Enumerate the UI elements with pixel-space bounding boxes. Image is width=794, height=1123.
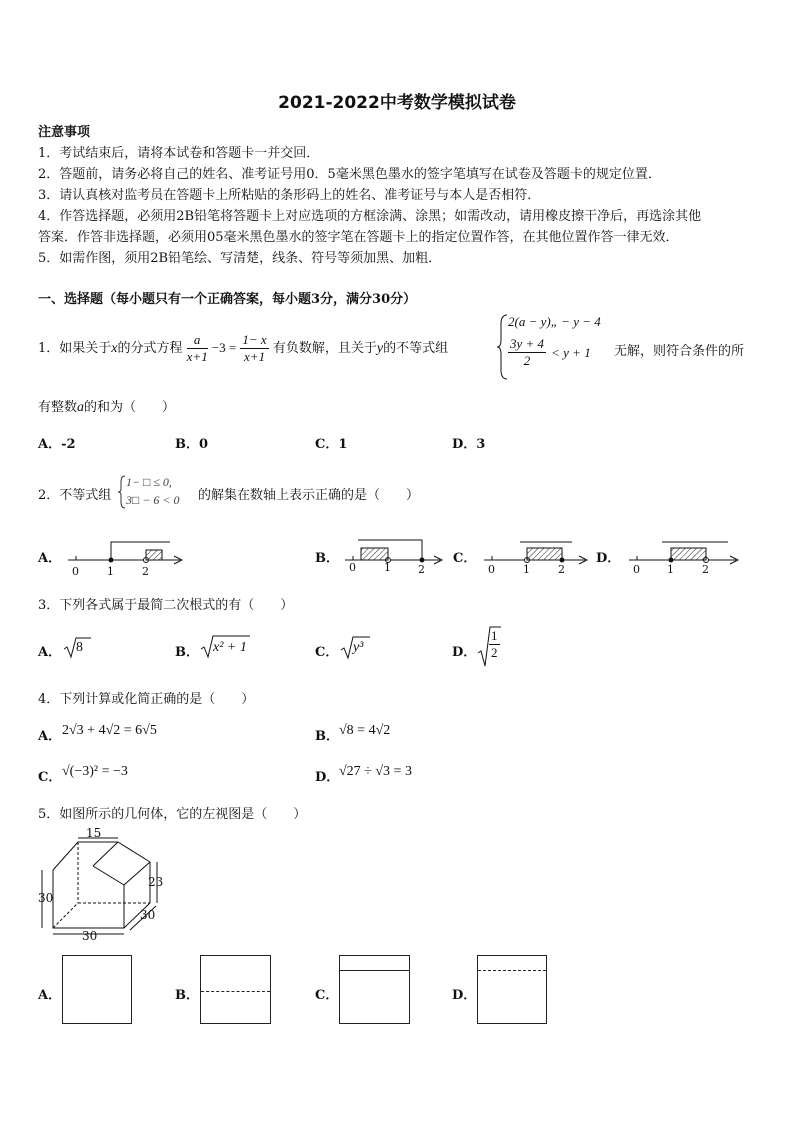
notice-heading: 注意事项 xyxy=(38,125,91,140)
question-2-prefix: 2．不等式组 xyxy=(38,488,112,503)
dimension-label: 15 xyxy=(86,826,102,840)
dimension-label: 30 xyxy=(140,908,156,922)
question-3-stem: 3．下列各式属于最简二次根式的有（ ） xyxy=(38,598,294,613)
system-line-2: 3□ − 6 < 0 xyxy=(126,493,180,507)
tick-label: 0 xyxy=(72,565,79,578)
option-a: A． xyxy=(38,551,62,566)
tick-label: 1 xyxy=(667,563,674,576)
dimension-label: 30 xyxy=(38,891,54,905)
question-2-stem: 的解集在数轴上表示正确的是（ ） xyxy=(198,488,420,503)
visible-line xyxy=(340,970,409,971)
notice-item: 答案．作答非选择题，必须用05毫米黑色墨水的签字笔在答题卡上的指定位置作答，在其他位置作答一律无效． xyxy=(38,230,679,245)
tick-label: 0 xyxy=(349,561,356,574)
tick-label: 2 xyxy=(418,563,425,576)
system-line-1: 2(a − y)„ − y − 4 xyxy=(508,314,601,329)
dimension-label: 23 xyxy=(148,875,164,889)
fraction: $\frac{a}{x+1}$ xyxy=(186,332,208,364)
radicand: x² + 1 xyxy=(213,640,247,655)
question-5-stem: 5．如图所示的几何体，它的左视图是（ ） xyxy=(38,807,307,822)
option-a: A． xyxy=(38,729,62,744)
notice-item: 4．作答选择题，必须用2B铅笔将答题卡上对应选项的方框涂满、涂黑；如需改动，请用橡皮擦干净后，再选涂其他 xyxy=(38,209,702,224)
option-d: D． xyxy=(315,770,340,785)
option-b: B． xyxy=(315,551,339,566)
notice-item: 1．考试结束后，请将本试卷和答题卡一并交回． xyxy=(38,146,320,161)
option-a: A． xyxy=(38,988,62,1003)
tick-label: 1 xyxy=(384,561,391,574)
question-1-tail: 无解，则符合条件的所 xyxy=(614,344,745,359)
option-d: D．3 xyxy=(452,437,486,452)
tick-label: 2 xyxy=(142,565,149,578)
page-title: 2021-2022中考数学模拟试卷 xyxy=(278,93,516,113)
radicand-fraction: $\frac{1}{2}$ xyxy=(491,628,498,660)
notice-item: 3．请认真核对监考员在答题卡上所粘贴的条形码上的姓名、准考证号与本人是否相符． xyxy=(38,188,541,203)
option-b: B．0 xyxy=(175,437,209,452)
tick-label: 1 xyxy=(107,565,114,578)
system-line-1: 1− □ ≤ 0, xyxy=(126,475,172,489)
question-1-stem: 1．如果关于x的分式方程 $\frac{a}{x+1}$ −3 = $\frac{1- x}{x+1}$ 有负数解，且关于y的不等式组 xyxy=(38,332,449,364)
hidden-line xyxy=(478,970,546,971)
option-b: B． xyxy=(315,729,339,744)
hidden-line xyxy=(201,991,270,992)
radicand: 8 xyxy=(76,640,83,655)
notice-item: 5．如需作图，须用2B铅笔绘、写清楚，线条、符号等须加黑、加粗． xyxy=(38,251,442,266)
option-a: A． xyxy=(38,645,62,660)
left-view-a xyxy=(62,955,132,1024)
option-d: D． xyxy=(452,645,477,660)
left-view-c xyxy=(339,955,410,1024)
option-c: C．1 xyxy=(315,437,348,452)
dimension-label: 30 xyxy=(82,929,98,943)
option-c: C． xyxy=(315,988,339,1003)
left-view-d xyxy=(477,955,547,1024)
question-4-stem: 4．下列计算或化简正确的是（ ） xyxy=(38,692,255,707)
tick-label: 2 xyxy=(702,563,709,576)
option-c-expression: √(−3)² = −3 xyxy=(62,764,128,779)
radicand: y³ xyxy=(353,640,364,655)
notice-item: 2．答题前，请务必将自己的姓名、准考证号用0．5毫米黑色墨水的签字笔填写在试卷及答题卡的规定位置． xyxy=(38,167,661,182)
section-heading: 一、选择题（每小题只有一个正确答案，每小题3分，满分30分） xyxy=(38,292,417,307)
option-c: C． xyxy=(38,770,62,785)
fraction: $\frac{1- x}{x+1}$ xyxy=(242,332,267,364)
tick-label: 0 xyxy=(633,563,640,576)
option-d-expression: √27 ÷ √3 = 3 xyxy=(339,764,412,779)
system-line-2: $\frac{3y + 4}{2}$ < y + 1 xyxy=(510,336,591,368)
option-b: B． xyxy=(175,645,199,660)
option-b: B． xyxy=(175,988,199,1003)
tick-label: 1 xyxy=(523,563,530,576)
option-b-expression: √8 = 4√2 xyxy=(339,723,391,738)
option-d: D． xyxy=(452,988,477,1003)
option-d: D． xyxy=(596,551,621,566)
option-c: C． xyxy=(453,551,477,566)
question-1-line2: 有整数a的和为（ ） xyxy=(38,400,176,415)
tick-label: 0 xyxy=(488,563,495,576)
left-view-b xyxy=(200,955,271,1024)
option-a: A．-2 xyxy=(38,437,76,452)
option-c: C． xyxy=(315,645,339,660)
option-a-expression: 2√3 + 4√2 = 6√5 xyxy=(62,723,157,738)
tick-label: 2 xyxy=(558,563,565,576)
